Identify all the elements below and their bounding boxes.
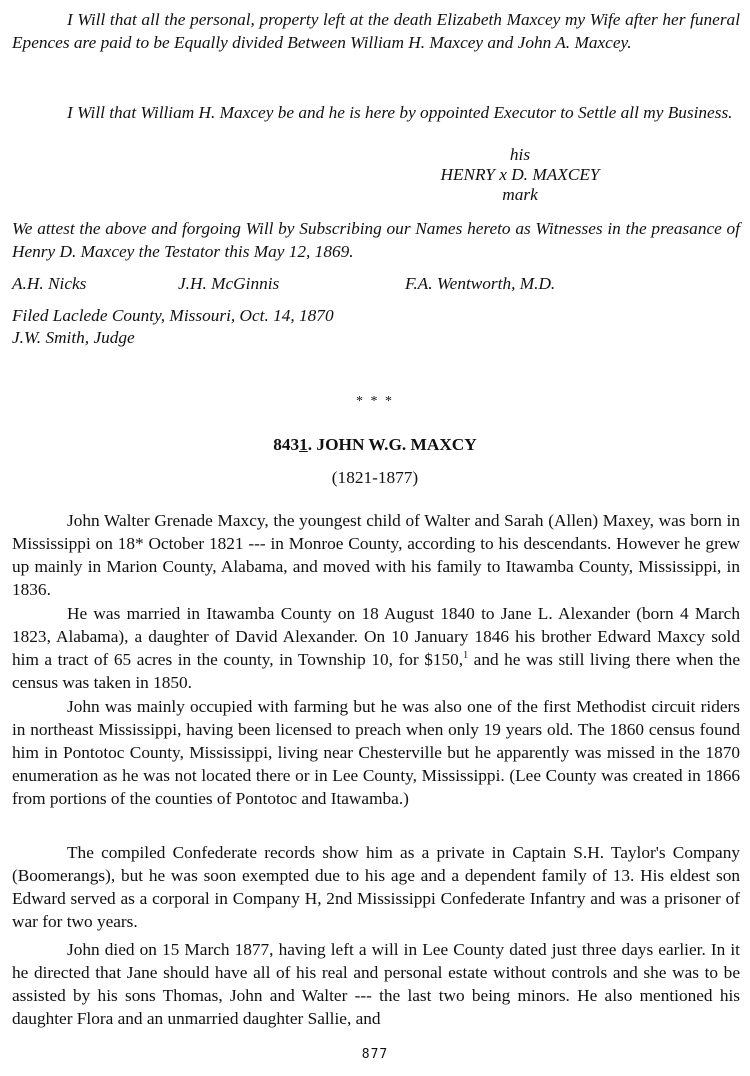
body-paragraph-2-text-b: and he was still living there when the census was taken in 1850.	[12, 650, 740, 692]
body-paragraph-5: John died on 15 March 1877, having left a will in Lee County dated just three days earlier. In it he directed that Jane should have all of his real and personal estate without controls and she was to be assisted by his sons Thomas, John and Walter --- the last two being minors. He also mentioned his daughter Flora and an unmarried daughter Sallie, and	[12, 940, 740, 1028]
judge-line: J.W. Smith, Judge	[12, 328, 135, 347]
section-heading	[0, 433, 750, 456]
body-paragraph-2	[12, 602, 740, 694]
signature-mark: mark	[502, 185, 538, 204]
will-paragraph-2: I Will that William H. Maxcey be and he is here by oppointed Executor to Settle all my Business.	[67, 103, 733, 122]
witness-3: F.A. Wentworth, M.D.	[405, 274, 556, 293]
page-number: 877	[361, 1047, 389, 1062]
signature-his: his	[509, 145, 531, 164]
body-paragraph-3: John was mainly occupied with farming but he was also one of the first Methodist circuit riders in northeast Mississippi, having been licensed to preach when only 19 years old. The 1860 census found him in Pontotoc County, Mississippi, living near Chesterville but he apparently was missed in the 1870 enumeration as he was not located there or in Lee County, Mississippi. (Lee County was created in 1866 from portions of the counties of Pontotoc and Itawamba.)	[12, 697, 740, 808]
witness-1: A.H. Nicks	[12, 274, 87, 293]
will-paragraph-1: I Will that all the personal, property left at the death Elizabeth Maxcey my Wife after her funeral Epences are paid to be Equally divided Between William H. Maxcey and John A. Maxcey.	[12, 10, 740, 52]
body-paragraph-2-text-a: He was married in Itawamba County on 18 August 1840 to Jane L. Alexander (born 4 March 1823, Alabama), a daughter of David Alexander. On 10 January 1846 his brother Edward Maxcy sold him a tract of 65 acres in the county, in Township 10, for $150,	[12, 604, 740, 669]
heading-title: . JOHN W.G. MAXCY	[307, 435, 477, 454]
section-separator: * * *	[356, 394, 394, 409]
body-paragraph-1: John Walter Grenade Maxcy, the youngest child of Walter and Sarah (Allen) Maxey, was born in Mississippi on 18* October 1821 --- in Monroe County, according to his descendants. However he grew up mainly in Marion County, Alabama, and moved with his family to Itawamba County, Mississippi, in 1836.	[12, 511, 740, 599]
signature-name: HENRY x D. MAXCEY	[440, 165, 600, 184]
heading-number: 843	[273, 435, 300, 454]
filed-line: Filed Laclede County, Missouri, Oct. 14, 1870	[12, 306, 334, 325]
witness-list	[0, 272, 750, 295]
footnote-marker: 1	[463, 650, 469, 662]
heading-dates: (1821-1877)	[331, 468, 419, 487]
witness-2: J.H. McGinnis	[178, 274, 280, 293]
attestation: We attest the above and forgoing Will by Subscribing our Names hereto as Witnesses in the preasance of Henry D. Maxcey the Testator this May 12, 1869.	[12, 219, 740, 261]
heading-number-underlined: 1	[299, 435, 308, 454]
body-paragraph-4: The compiled Confederate records show him as a private in Captain S.H. Taylor's Company (Boomerangs), but he was soon exempted due to his age and a dependent family of 13. His eldest son Edward served as a corporal in Company H, 2nd Mississippi Confederate Infantry and was a prisoner of war for two years.	[12, 843, 740, 931]
